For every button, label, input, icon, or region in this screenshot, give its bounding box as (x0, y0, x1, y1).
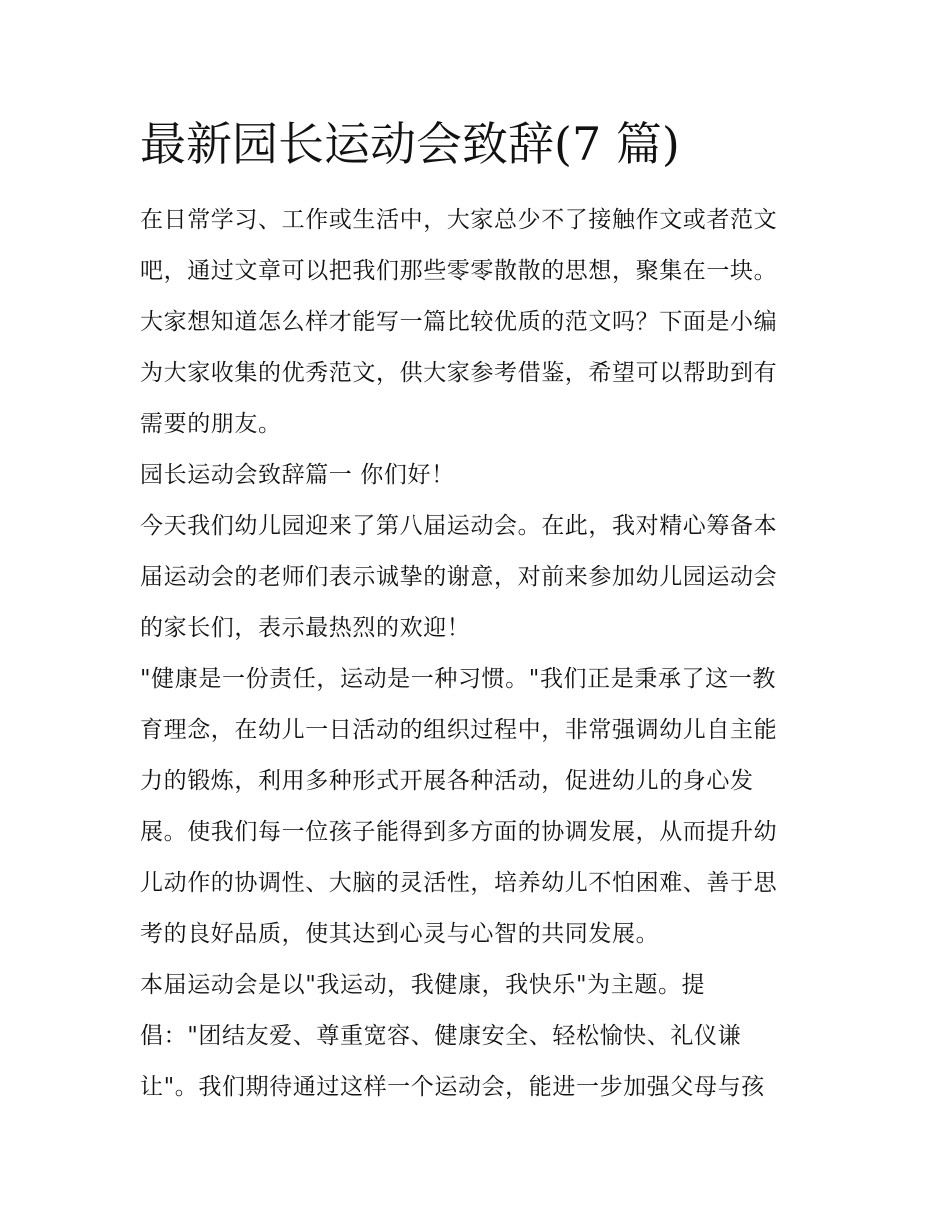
document-title: 最新园长运动会致辞(7 篇) (140, 117, 680, 171)
body-line: 让"。我们期待通过这样一个运动会，能进一步加强父母与孩 (140, 1074, 765, 1100)
body-line: 吧，通过文章可以把我们那些零零散散的思想，聚集在一块。 (140, 258, 778, 284)
body-line: 儿动作的协调性、大脑的灵活性，培养幼儿不怕困难、善于思 (140, 870, 778, 896)
body-line: 力的锻炼，利用多种形式开展各种活动，促进幼儿的身心发 (140, 768, 754, 794)
body-line: 需要的朋友。 (140, 411, 282, 437)
body-line: "健康是一份责任，运动是一种习惯。"我们正是秉承了这一教 (140, 666, 776, 692)
body-line: 展。使我们每一位孩子能得到多方面的协调发展，从而提升幼 (140, 819, 778, 845)
body-line: 大家想知道怎么样才能写一篇比较优质的范文吗？下面是小编 (140, 309, 778, 335)
body-line: 倡："团结友爱、尊重宽容、健康安全、轻松愉快、礼仪谦 (140, 1023, 742, 1049)
body-line: 的家长们，表示最热烈的欢迎！ (140, 615, 471, 641)
body-line: 育理念，在幼儿一日活动的组织过程中，非常强调幼儿自主能 (140, 717, 778, 743)
body-line: 考的良好品质，使其达到心灵与心智的共同发展。 (140, 921, 660, 947)
body-line: 届运动会的老师们表示诚挚的谢意，对前来参加幼儿园运动会 (140, 564, 778, 590)
body-line: 在日常学习、工作或生活中，大家总少不了接触作文或者范文 (140, 207, 778, 233)
body-line: 本届运动会是以"我运动，我健康，我快乐"为主题。提 (140, 972, 706, 998)
body-line: 为大家收集的优秀范文，供大家参考借鉴，希望可以帮助到有 (140, 360, 778, 386)
body-line: 今天我们幼儿园迎来了第八届运动会。在此，我对精心筹备本 (140, 513, 778, 539)
section-heading: 园长运动会致辞篇一 你们好！ (140, 462, 455, 488)
